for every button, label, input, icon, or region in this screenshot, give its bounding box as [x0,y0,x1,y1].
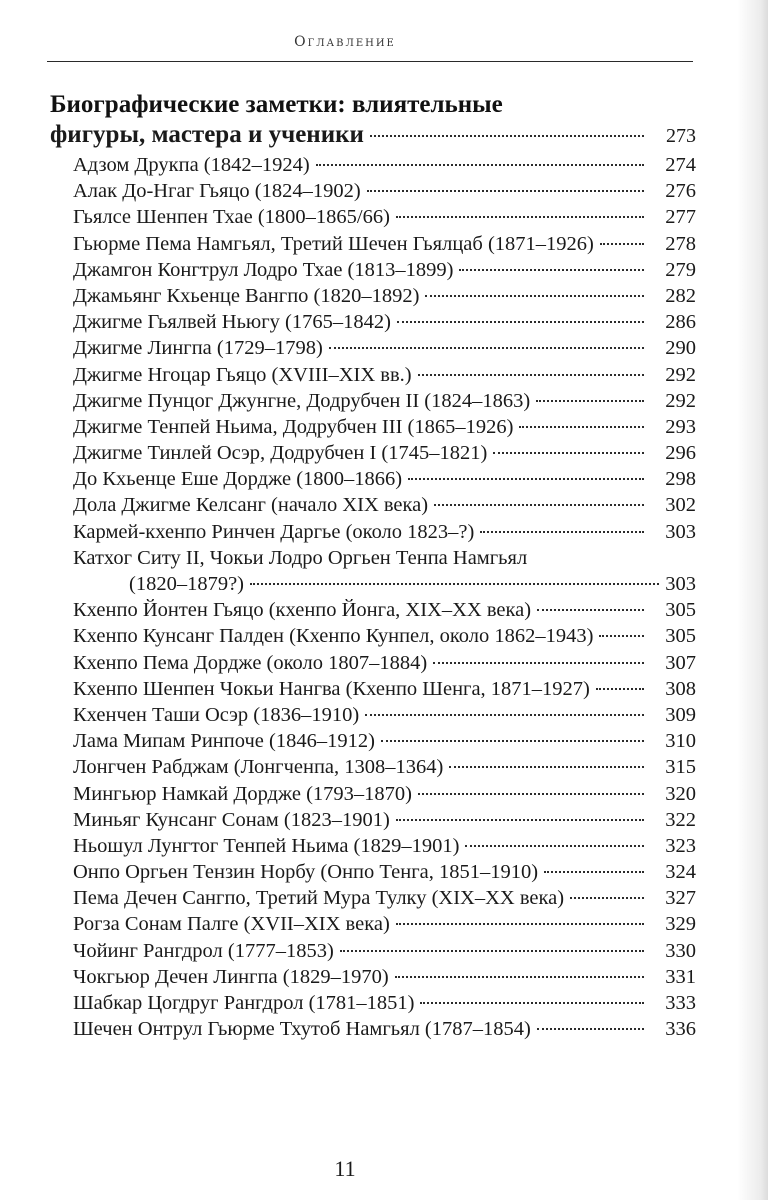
toc-entry-title: Кхенпо Кунсанг Палден (Кхенпо Кунпел, около 1862–1943) [73,625,594,648]
toc-entry-page: 307 [665,651,696,674]
toc-entry [73,545,696,597]
toc-entry [73,676,696,702]
dot-leader [449,766,644,768]
toc-entry [73,309,696,335]
toc-entry [73,650,696,676]
dot-leader [433,662,644,664]
dot-leader [396,923,644,925]
toc-entry-title: Гьялсе Шенпен Тхае (1800–1865/66) [73,206,390,229]
toc-entry [73,702,696,728]
toc-entry [73,440,696,466]
toc-entry-title: Гьюрме Пема Намгьял, Третий Шечен Гьялцаб (1871–1926) [73,232,594,255]
toc-entry-title: Дола Джигме Келсанг (начало XIX века) [73,494,429,517]
dot-leader [408,478,644,480]
toc-entry-title: Джигме Тинлей Осэр, Додрубчен I (1745–1821) [73,442,488,465]
toc-entry-page: 323 [665,834,696,857]
toc-entry-page: 274 [665,154,696,176]
toc-entry-page: 308 [665,677,696,700]
dot-leader [329,347,644,349]
toc-entry [73,178,696,204]
dot-leader [434,504,644,506]
toc-entry [73,519,696,545]
toc-entry-title: Лама Мипам Ринпоче (1846–1912) [73,730,375,753]
toc-entry-page: 336 [665,1018,696,1041]
dot-leader [381,740,644,742]
toc-entry [73,781,696,807]
toc-entry [73,257,696,283]
section-title-line2: фигуры, мастера и ученики [50,121,364,148]
toc-entry-page: 330 [665,939,696,962]
toc-entry [73,414,696,440]
toc-entry-page: 305 [665,599,696,622]
toc-entry [73,231,696,257]
toc-entry-title: Миньяг Кунсанг Сонам (1823–1901) [73,808,390,831]
dot-leader [316,164,644,166]
toc-entry-title: Джигме Нгоцар Гьяцо (XVIII–XIX вв.) [73,363,412,386]
toc-entry-title: Кхенпо Йонтен Гьяцо (кхенпо Йонга, XIX–XX века) [73,599,532,622]
toc-entry [73,466,696,492]
dot-leader [493,452,644,454]
toc-entry-title: Мингьюр Намкай Дордже (1793–1870) [73,782,413,805]
toc-entry-title: Джамьянг Кхьенце Вангпо (1820–1892) [73,284,420,307]
toc-entry-page: 293 [665,415,696,438]
toc-entry-title: Кармей-кхенпо Ринчен Даргье (около 1823–?) [73,520,475,543]
toc-entry-page: 298 [665,468,696,491]
toc-entry-title: Онпо Оргьен Тензин Норбу (Онпо Тенга, 1851–1910) [73,861,539,884]
dot-leader [365,714,644,716]
toc-entry-page: 320 [665,782,696,805]
toc-entry-title-cont: (1820–1879?) [129,573,245,595]
toc-entry [73,885,696,911]
toc-entry [73,859,696,885]
toc-entry [73,754,696,780]
toc-entry [73,964,696,990]
dot-leader [396,216,644,218]
toc-entry-page: 331 [665,965,696,988]
dot-leader [570,897,644,899]
toc-entry [73,728,696,754]
toc-entry-title: Пема Дечен Сангпо, Третий Мура Тулку (XIX–XX века) [73,887,565,910]
toc-entry [73,990,696,1016]
toc-entry-title: Джигме Лингпа (1729–1798) [73,337,323,360]
toc-entry-title: Чокгьюр Дечен Лингпа (1829–1970) [73,965,389,988]
dot-leader [367,190,644,192]
toc-entry-title: Ньошул Лунгтог Тенпей Ньима (1829–1901) [73,834,460,857]
dot-leader [395,976,644,978]
toc-entry-page: 329 [665,913,696,936]
toc-entry-title: Лонгчен Рабджам (Лонгченпа, 1308–1364) [73,756,444,779]
toc-entry-title: Джигме Гьялвей Ньюгу (1765–1842) [73,311,391,334]
dot-leader [420,1002,644,1004]
toc-entry-title: Кхенпо Шенпен Чокьи Нангва (Кхенпо Шенга, 1871–1927) [73,677,590,700]
toc-entry [73,938,696,964]
dot-leader [599,635,644,637]
toc-entry [73,204,696,230]
dot-leader [370,135,644,137]
dot-leader [459,269,644,271]
section-page-number: 273 [666,125,696,147]
toc-entry-title: Алак До-Нгаг Гьяцо (1824–1902) [73,180,361,203]
toc-entry-title: Чойинг Рангдрол (1777–1853) [73,939,334,962]
toc-section [50,90,696,1042]
toc-entry-page: 282 [665,284,696,307]
toc-entry-page: 324 [665,861,696,884]
dot-leader [418,793,644,795]
toc-entry [73,492,696,518]
page-number: 11 [334,1156,356,1181]
section-title-line1: Биографические заметки: влиятельные [50,91,503,118]
dot-leader [537,609,644,611]
dot-leader [519,426,644,428]
dot-leader [250,583,659,585]
toc-entry-page: 279 [665,258,696,281]
dot-leader [480,531,644,533]
toc-entry-page: 310 [665,730,696,753]
dot-leader [340,950,644,952]
toc-entry-continuation [73,571,696,597]
toc-entry-page: 305 [665,625,696,648]
toc-entry-page: 303 [665,573,696,595]
toc-entry-page: 309 [665,703,696,726]
toc-entry [73,807,696,833]
section-title-row [50,120,696,151]
toc-entry-title: Кхенпо Пема Дордже (около 1807–1884) [73,651,428,674]
dot-leader [537,1028,644,1030]
toc-entry [73,152,696,178]
toc-entry [73,911,696,937]
toc-entry [73,833,696,859]
dot-leader [425,295,644,297]
toc-entry-title: Джигме Пунцог Джунгне, Додрубчен II (1824–1863) [73,389,531,412]
toc-entry-page: 292 [665,363,696,386]
toc-entry [73,362,696,388]
toc-entry-page: 322 [665,808,696,831]
toc-entry-title: Катхог Ситу II, Чокьи Лодро Оргьен Тенпа Намгьял [73,546,528,569]
toc-entry-page: 296 [665,442,696,465]
toc-entry-title: Джигме Тенпей Ньима, Додрубчен III (1865–1926) [73,415,514,438]
toc-entry-page: 276 [665,180,696,203]
toc-entry [73,388,696,414]
dot-leader [396,819,644,821]
dot-leader [600,243,644,245]
toc-entry [73,283,696,309]
toc-entry-page: 315 [665,756,696,779]
dot-leader [418,374,644,376]
toc-entries [73,152,696,1042]
toc-entry-title: Джамгон Конгтрул Лодро Тхае (1813–1899) [73,258,454,281]
toc-entry-page: 278 [665,232,696,255]
toc-entry-page: 277 [665,206,696,229]
toc-entry-page: 303 [665,520,696,543]
toc-entry [73,597,696,623]
toc-entry [73,335,696,361]
toc-entry-page: 333 [665,992,696,1014]
toc-entry-title: Шечен Онтрул Гьюрме Тхутоб Намгьял (1787–1854) [73,1018,531,1041]
toc-entry-page: 302 [665,494,696,517]
toc-entry-page: 292 [665,389,696,412]
dot-leader [397,321,644,323]
toc-entry [73,1016,696,1042]
toc-entry-title: До Кхьенце Еше Дордже (1800–1866) [73,468,403,491]
toc-entry-title: Рогза Сонам Палге (XVII–XIX века) [73,913,390,936]
running-head: Оглавление [294,34,396,50]
header-rule [47,61,693,62]
dot-leader [536,400,644,402]
dot-leader [596,688,644,690]
toc-entry-page: 290 [665,337,696,360]
toc-entry-page: 286 [665,311,696,334]
toc-entry-page: 327 [665,887,696,910]
dot-leader [465,845,644,847]
toc-entry-title: Адзом Друкпа (1842–1924) [73,154,310,176]
toc-entry-title: Кхенчен Таши Осэр (1836–1910) [73,703,360,726]
dot-leader [544,871,644,873]
toc-entry-title: Шабкар Цогдруг Рангдрол (1781–1851) [73,992,415,1014]
toc-entry [73,623,696,649]
